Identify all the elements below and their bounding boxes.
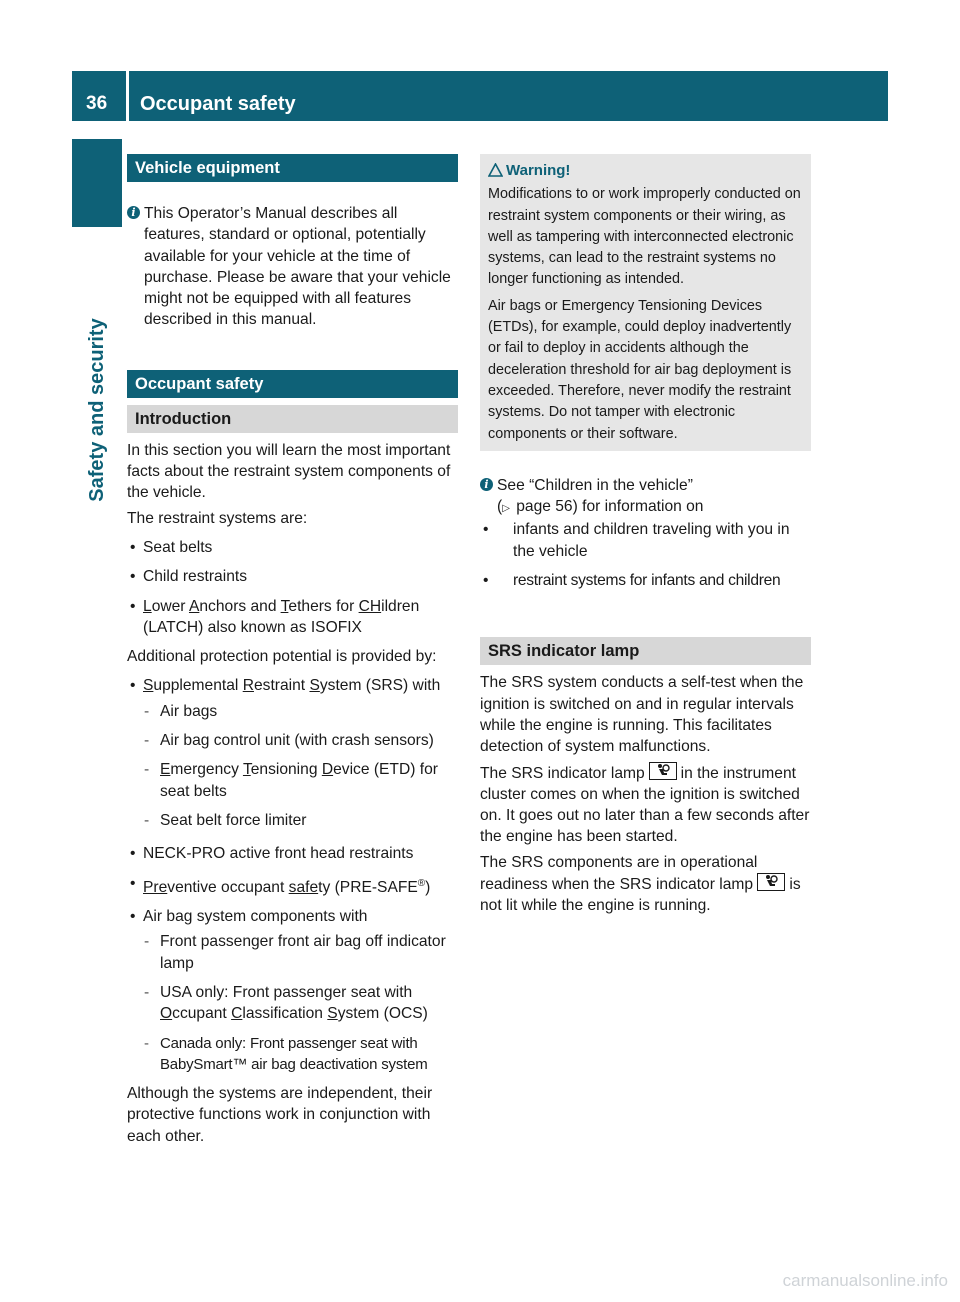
list-item: • Seat belts: [127, 537, 458, 558]
list-item: • Air bag system components with: [127, 906, 458, 927]
info-icon: i: [480, 478, 493, 491]
side-tab-block: [72, 139, 122, 227]
section-heading-occupant-safety: Occupant safety: [127, 370, 458, 398]
warning-triangle-icon: [488, 163, 503, 177]
intro-paragraph: In this section you will learn the most important facts about the restraint system components of the vehicle.: [127, 441, 451, 502]
list-item-latch: • Lower Anchors and Tethers for CHildren (LATCH) also known as ISOFIX: [127, 596, 458, 639]
page-title: Occupant safety: [140, 93, 296, 115]
info-icon: i: [127, 206, 140, 219]
note-text: This Operator’s Manual describes all features, standard or optional, potentially available for your vehicle at the time of purchase. Please be aware that your vehicle might not be equipped with all features described in this manual.: [144, 205, 451, 329]
info-note-children: [480, 475, 811, 591]
additional-protection-lead: Additional protection potential is provided by:: [127, 648, 437, 666]
warning-heading: Warning!: [488, 160, 803, 181]
srs-paragraph: The SRS system conducts a self-test when the ignition is switched on and in regular intervals while the engine is running. This facilitates detection of system malfunctions.: [480, 674, 804, 756]
subsection-heading-srs-indicator-lamp: SRS indicator lamp: [480, 637, 811, 665]
page-arrow-icon: ▷: [502, 503, 510, 515]
info-note-vehicle-equipment: [127, 203, 454, 331]
header-divider: [126, 71, 129, 121]
side-tab-label: Safety and security: [86, 318, 108, 502]
footer-watermark: carmanualsonline.info: [782, 1271, 948, 1290]
warning-box: [480, 154, 811, 451]
sub-list-item: - Canada only: Front passenger seat with BabySmart™ air bag deactivation system: [127, 1033, 458, 1076]
sub-list-item: - Air bag control unit (with crash sensors): [127, 730, 458, 751]
warning-paragraph: Modifications to or work improperly conducted on restraint system components or their wiring, as well as tampering with interconnected electronic systems, can lead to the restraint systems no longer functioning as intended.: [488, 186, 801, 288]
srs-airbag-icon: [649, 762, 677, 780]
note-text: See “Children in the vehicle”: [497, 476, 693, 494]
sub-list-item: - Seat belt force limiter: [127, 810, 458, 831]
section-heading-vehicle-equipment: Vehicle equipment: [127, 154, 458, 182]
page-number: 36: [86, 93, 108, 114]
sub-list-item-etd: - Emergency Tensioning Device (ETD) for seat belts: [127, 759, 458, 802]
warning-paragraph: Air bags or Emergency Tensioning Devices (ETDs), for example, could deploy inadvertently or fail to deploy in accidents although the deceleration threshold for air bag deployment is exceeded. Therefore, never modify the restraint systems. Do not tamper with electronic components or their software.: [488, 297, 792, 442]
sub-list-item-ocs: - USA only: Front passenger seat with Occupant Classification System (OCS): [127, 982, 458, 1025]
right-column: [480, 154, 811, 921]
list-item: • Child restraints: [127, 566, 458, 587]
srs-airbag-icon: [757, 873, 785, 891]
subsection-heading-introduction: Introduction: [127, 405, 458, 433]
page-reference[interactable]: (▷ page 56) for information on: [497, 496, 811, 519]
list-item-srs: • Supplemental Restraint System (SRS) with: [127, 675, 458, 696]
list-item: • restraint systems for infants and children: [480, 570, 811, 591]
left-column: [127, 154, 458, 1151]
sub-list-item: - Air bags: [127, 701, 458, 722]
list-item: • infants and children traveling with you in the vehicle: [480, 519, 811, 562]
srs-paragraph: The SRS indicator lamp in the instrument cluster comes on when the ignition is switched on. It goes out no later than a few seconds after the engine has been started.: [480, 762, 811, 848]
closing-paragraph: Although the systems are independent, their protective functions work in conjunction with each other.: [127, 1085, 433, 1145]
sub-list-item: - Front passenger front air bag off indicator lamp: [127, 931, 458, 974]
list-item-pre-safe: • Preventive occupant safety (PRE-SAFE®): [127, 873, 458, 898]
list-item: • NECK-PRO active front head restraints: [127, 843, 458, 864]
restraint-systems-lead: The restraint systems are:: [127, 509, 308, 527]
srs-paragraph: The SRS components are in operational readiness when the SRS indicator lamp is not lit while the engine is running.: [480, 853, 801, 915]
